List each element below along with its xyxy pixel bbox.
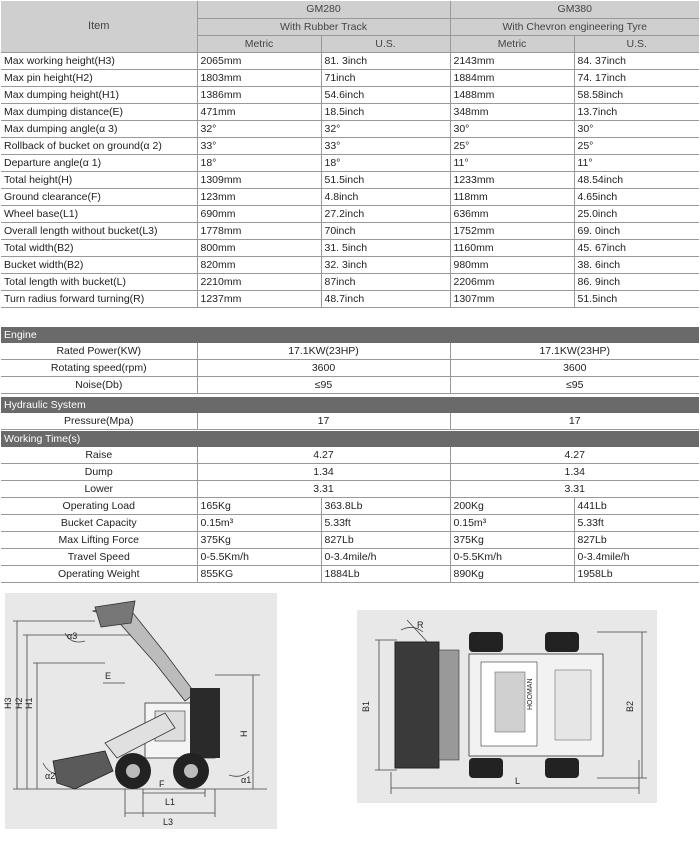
- gm380-us-value: 84. 37inch: [574, 52, 699, 69]
- gm380-us-value: 11°: [574, 154, 699, 171]
- gm280-metric-value: 1803mm: [197, 69, 321, 86]
- gm280-metric-value: 123mm: [197, 188, 321, 205]
- row-label: Raise: [1, 447, 197, 464]
- gm380-us-value: 25.0inch: [574, 205, 699, 222]
- gm380-metric-value: 1160mm: [450, 239, 574, 256]
- gm380-metric-value: 1307mm: [450, 290, 574, 307]
- gm280-us-value: 5.33ft: [321, 515, 450, 532]
- table-row: [1, 86, 699, 103]
- gm280-us-value: 18.5inch: [321, 103, 450, 120]
- item-header: Item: [1, 1, 197, 52]
- gm380-value: 3600: [450, 360, 699, 377]
- table-row: [1, 515, 699, 532]
- gm280-metric-value: 1237mm: [197, 290, 321, 307]
- gm280-value: 3600: [197, 360, 450, 377]
- table-row: [1, 377, 699, 394]
- row-label: Overall length without bucket(L3): [1, 222, 197, 239]
- gm280-metric-value: 690mm: [197, 205, 321, 222]
- h3-label: H3: [3, 697, 13, 709]
- gm380-us-value: 4.65inch: [574, 188, 699, 205]
- gm280-value: 3.31: [197, 481, 450, 498]
- table-row: [1, 343, 699, 360]
- h-label: H: [239, 730, 249, 737]
- b1-label: B1: [361, 700, 371, 712]
- brand-logo-text: HOOMAN: [527, 678, 534, 710]
- gm280-us-value: 18°: [321, 154, 450, 171]
- gm280-value: 17.1KW(23HP): [197, 343, 450, 360]
- row-label: Max dumping distance(E): [1, 103, 197, 120]
- row-label: Total length with bucket(L): [1, 273, 197, 290]
- gm380-us-value: 13.7inch: [574, 103, 699, 120]
- gm380-value: 17: [450, 413, 699, 430]
- gm280-metric-value: 855KG: [197, 566, 321, 583]
- gm380-metric-value: 1884mm: [450, 69, 574, 86]
- table-row: [1, 137, 699, 154]
- gm380-us-value: 74. 17inch: [574, 69, 699, 86]
- l1-label: L1: [165, 797, 176, 807]
- gm280-us-value: 32°: [321, 120, 450, 137]
- table-row: [1, 360, 699, 377]
- top-view-diagram: [357, 610, 657, 803]
- gm280-us-value: 70inch: [321, 222, 450, 239]
- gm380-metric-value: 118mm: [450, 188, 574, 205]
- table-row: [1, 205, 699, 222]
- gm280-value: 17: [197, 413, 450, 430]
- gm380-metric-value: 25°: [450, 137, 574, 154]
- gm380-metric-value: 0.15m³: [450, 515, 574, 532]
- gm280-us-value: 81. 3inch: [321, 52, 450, 69]
- gm380-metric-value: 1488mm: [450, 86, 574, 103]
- row-label: Max dumping height(H1): [1, 86, 197, 103]
- gm280-us-value: 51.5inch: [321, 171, 450, 188]
- row-label: Total width(B2): [1, 239, 197, 256]
- gm380-us-value: 48.54inch: [574, 171, 699, 188]
- hydraulic-table: [1, 413, 699, 430]
- gm380-metric-value: 30°: [450, 120, 574, 137]
- gm380-metric-value: 11°: [450, 154, 574, 171]
- gm280-us-value: 31. 5inch: [321, 239, 450, 256]
- gm280-us-value: 71inch: [321, 69, 450, 86]
- metric-header: Metric: [450, 35, 574, 52]
- row-label: Dump: [1, 464, 197, 481]
- engine-table: [1, 343, 699, 394]
- gm380-us-value: 45. 67inch: [574, 239, 699, 256]
- gm280-us-value: 1884Lb: [321, 566, 450, 583]
- performance-table: [1, 498, 699, 583]
- gm380-us-value: 1958Lb: [574, 566, 699, 583]
- row-label: Total height(H): [1, 171, 197, 188]
- model-gm280-header: GM280: [197, 1, 450, 18]
- gm280-us-value: 54.6inch: [321, 86, 450, 103]
- table-row: [1, 481, 699, 498]
- row-label: Rotating speed(rpm): [1, 360, 197, 377]
- gm280-subtitle: With Rubber Track: [197, 18, 450, 35]
- row-label: Ground clearance(F): [1, 188, 197, 205]
- table-row: [1, 413, 699, 430]
- gm280-us-value: 33°: [321, 137, 450, 154]
- gm280-metric-value: 33°: [197, 137, 321, 154]
- table-row: [1, 239, 699, 256]
- row-label: Departure angle(α 1): [1, 154, 197, 171]
- row-label: Noise(Db): [1, 377, 197, 394]
- row-label: Bucket Capacity: [1, 515, 197, 532]
- gm380-us-value: 58.58inch: [574, 86, 699, 103]
- gm280-metric-value: 2210mm: [197, 273, 321, 290]
- gm380-us-value: 827Lb: [574, 532, 699, 549]
- f-label: F: [159, 779, 165, 789]
- r-label: R: [417, 620, 424, 630]
- row-label: Turn radius forward turning(R): [1, 290, 197, 307]
- row-label: Operating Load: [1, 498, 197, 515]
- working-time-section-header: Working Time(s): [1, 431, 699, 447]
- table-row: [1, 154, 699, 171]
- gm380-value: 3.31: [450, 481, 699, 498]
- e-label: E: [105, 671, 112, 681]
- table-row: [1, 290, 699, 307]
- l-label: L: [515, 776, 521, 786]
- row-label: Pressure(Mpa): [1, 413, 197, 430]
- gm280-metric-value: 165Kg: [197, 498, 321, 515]
- b2-label: B2: [625, 700, 635, 712]
- row-label: Max working height(H3): [1, 52, 197, 69]
- table-row: [1, 464, 699, 481]
- gm280-metric-value: 800mm: [197, 239, 321, 256]
- gm380-us-value: 25°: [574, 137, 699, 154]
- alpha2-label: α2: [45, 771, 56, 781]
- gm380-us-value: 51.5inch: [574, 290, 699, 307]
- table-row: [1, 69, 699, 86]
- h1-label: H1: [24, 697, 34, 709]
- skid-steer-top-view-drawing: [357, 610, 657, 803]
- working-time-table: [1, 447, 699, 498]
- gm380-value: ≤95: [450, 377, 699, 394]
- row-label: Lower: [1, 481, 197, 498]
- engine-section-header: Engine: [1, 327, 699, 343]
- table-row: [1, 120, 699, 137]
- gm380-us-value: 38. 6inch: [574, 256, 699, 273]
- model-gm380-header: GM380: [450, 1, 699, 18]
- gm280-metric-value: 1778mm: [197, 222, 321, 239]
- gm380-us-value: 69. 0inch: [574, 222, 699, 239]
- gm280-metric-value: 1386mm: [197, 86, 321, 103]
- row-label: Max dumping angle(α 3): [1, 120, 197, 137]
- gm280-us-value: 827Lb: [321, 532, 450, 549]
- table-row: [1, 103, 699, 120]
- side-view-diagram: [5, 593, 277, 829]
- gm280-us-value: 48.7inch: [321, 290, 450, 307]
- table-row: [1, 447, 699, 464]
- gm380-metric-value: 636mm: [450, 205, 574, 222]
- gm280-value: ≤95: [197, 377, 450, 394]
- gm280-value: 4.27: [197, 447, 450, 464]
- gm380-value: 1.34: [450, 464, 699, 481]
- us-header: U.S.: [321, 35, 450, 52]
- l3-label: L3: [163, 817, 174, 827]
- table-row: [1, 273, 699, 290]
- gm380-value: 17.1KW(23HP): [450, 343, 699, 360]
- alpha1-label: α1: [241, 775, 252, 785]
- gm380-us-value: 5.33ft: [574, 515, 699, 532]
- us-header: U.S.: [574, 35, 699, 52]
- gm380-metric-value: 375Kg: [450, 532, 574, 549]
- table-row: [1, 52, 699, 69]
- gm280-us-value: 363.8Lb: [321, 498, 450, 515]
- row-label: Max Lifting Force: [1, 532, 197, 549]
- gm280-metric-value: 375Kg: [197, 532, 321, 549]
- gm280-metric-value: 820mm: [197, 256, 321, 273]
- gm380-value: 4.27: [450, 447, 699, 464]
- table-row: [1, 256, 699, 273]
- gm280-us-value: 4.8inch: [321, 188, 450, 205]
- table-row: [1, 498, 699, 515]
- gm280-us-value: 0-3.4mile/h: [321, 549, 450, 566]
- row-label: Operating Weight: [1, 566, 197, 583]
- gm280-metric-value: 18°: [197, 154, 321, 171]
- gm380-metric-value: 2206mm: [450, 273, 574, 290]
- gm380-metric-value: 980mm: [450, 256, 574, 273]
- gm280-us-value: 27.2inch: [321, 205, 450, 222]
- gm280-metric-value: 471mm: [197, 103, 321, 120]
- skid-steer-side-view-drawing: [5, 593, 277, 829]
- gm280-value: 1.34: [197, 464, 450, 481]
- row-label: Rollback of bucket on ground(α 2): [1, 137, 197, 154]
- table-row: [1, 188, 699, 205]
- gm280-metric-value: 0-5.5Km/h: [197, 549, 321, 566]
- table-row: [1, 532, 699, 549]
- row-label: Rated Power(KW): [1, 343, 197, 360]
- table-row: [1, 171, 699, 188]
- row-label: Travel Speed: [1, 549, 197, 566]
- table-row: [1, 566, 699, 583]
- alpha3-label: α3: [67, 631, 78, 641]
- gm380-metric-value: 348mm: [450, 103, 574, 120]
- gm380-us-value: 0-3.4mile/h: [574, 549, 699, 566]
- gm280-us-value: 87inch: [321, 273, 450, 290]
- gm380-us-value: 30°: [574, 120, 699, 137]
- gm380-metric-value: 2143mm: [450, 52, 574, 69]
- gm380-metric-value: 1233mm: [450, 171, 574, 188]
- gm380-us-value: 441Lb: [574, 498, 699, 515]
- table-row: [1, 549, 699, 566]
- dimensions-table: [1, 1, 699, 308]
- h2-label: H2: [14, 697, 24, 709]
- gm380-us-value: 86. 9inch: [574, 273, 699, 290]
- gm380-metric-value: 1752mm: [450, 222, 574, 239]
- gm380-subtitle: With Chevron engineering Tyre: [450, 18, 699, 35]
- gm380-metric-value: 890Kg: [450, 566, 574, 583]
- gm280-metric-value: 2065mm: [197, 52, 321, 69]
- row-label: Wheel base(L1): [1, 205, 197, 222]
- gm380-metric-value: 200Kg: [450, 498, 574, 515]
- gm280-us-value: 32. 3inch: [321, 256, 450, 273]
- metric-header: Metric: [197, 35, 321, 52]
- gm280-metric-value: 32°: [197, 120, 321, 137]
- table-row: [1, 222, 699, 239]
- gm280-metric-value: 0.15m³: [197, 515, 321, 532]
- gm380-metric-value: 0-5.5Km/h: [450, 549, 574, 566]
- hydraulic-section-header: Hydraulic System: [1, 397, 699, 413]
- row-label: Max pin height(H2): [1, 69, 197, 86]
- row-label: Bucket width(B2): [1, 256, 197, 273]
- gm280-metric-value: 1309mm: [197, 171, 321, 188]
